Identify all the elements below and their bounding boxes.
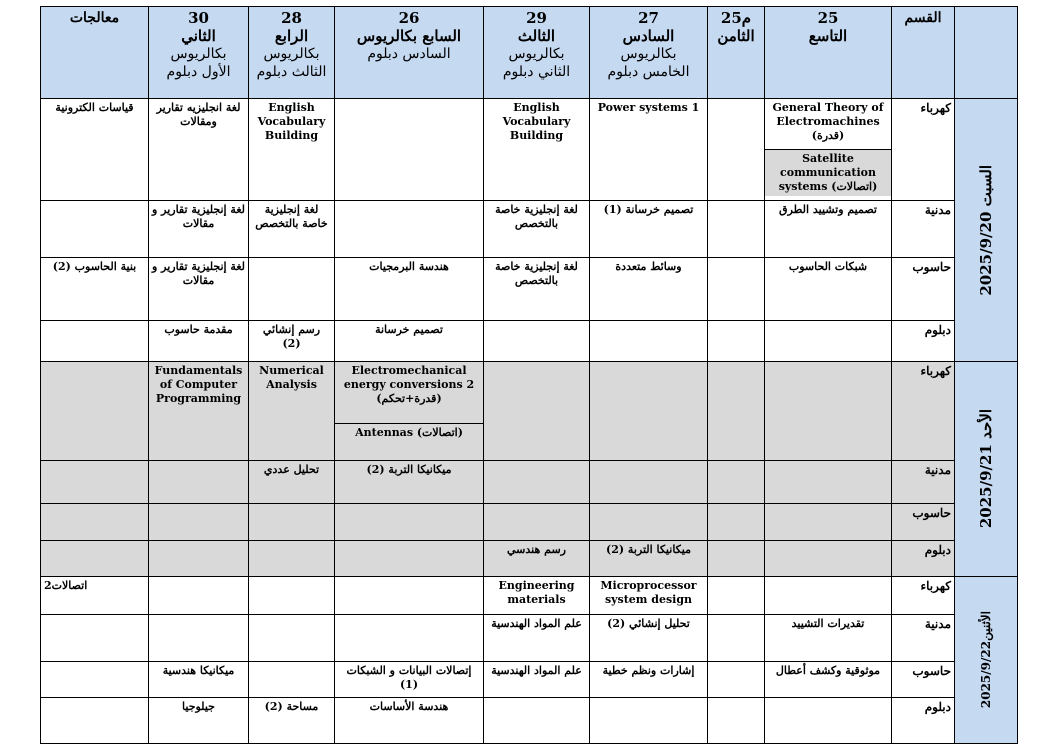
cell xyxy=(41,461,149,504)
cell: إتصالات البيانات و الشبكات (1) xyxy=(335,662,484,698)
mon-comp-row xyxy=(41,662,1018,698)
cell xyxy=(41,504,149,541)
dept-label: دبلوم xyxy=(892,321,955,362)
cell xyxy=(590,698,708,744)
cell: رسم هندسي xyxy=(484,541,590,577)
sat-elec-row xyxy=(41,99,1018,201)
cell xyxy=(708,461,765,504)
cell xyxy=(41,615,149,662)
cell xyxy=(41,321,149,362)
cell: وسائط متعددة xyxy=(590,258,708,321)
sat-dip-row xyxy=(41,321,1018,362)
cell xyxy=(765,321,892,362)
header-corner xyxy=(955,7,1018,99)
cell xyxy=(765,698,892,744)
cell xyxy=(41,662,149,698)
cell: لغة إنجليزية خاصة بالتخصص xyxy=(484,201,590,258)
header-level-25: 25 التاسع xyxy=(765,7,892,99)
header-processing: معالجات xyxy=(41,7,149,99)
mon-elec-row xyxy=(41,577,1018,615)
cell xyxy=(708,504,765,541)
header-level-30: 30 الثاني بكالريوس الأول دبلوم xyxy=(149,7,249,99)
cell xyxy=(335,504,484,541)
header-department: القسم xyxy=(892,7,955,99)
cell: علم المواد الهندسية xyxy=(484,615,590,662)
cell xyxy=(249,615,335,662)
dept-label: مدنية xyxy=(892,201,955,258)
cell xyxy=(249,504,335,541)
cell xyxy=(765,577,892,615)
exam-schedule-table xyxy=(40,6,1018,744)
cell: تصميم خرسانة xyxy=(335,321,484,362)
cell xyxy=(765,362,892,461)
cell: بنية الحاسوب (2) xyxy=(41,258,149,321)
cell: تحليل عددي xyxy=(249,461,335,504)
cell: موثوقية وكشف أعطال xyxy=(765,662,892,698)
cell xyxy=(708,615,765,662)
dept-label: مدنية xyxy=(892,461,955,504)
cell xyxy=(484,321,590,362)
cell xyxy=(708,362,765,461)
header-level-25m: 25م الثامن xyxy=(708,7,765,99)
cell: علم المواد الهندسية xyxy=(484,662,590,698)
sun-comp-row xyxy=(41,504,1018,541)
cell: جيلوجيا xyxy=(149,698,249,744)
cell xyxy=(708,541,765,577)
header-level-26: 26 السابع بكالريوس السادس دبلوم xyxy=(335,7,484,99)
cell: Numerical Analysis xyxy=(249,362,335,461)
mon-dip-row xyxy=(41,698,1018,744)
sat-civil-row xyxy=(41,201,1018,258)
cell-top: General Theory of Electromachines (قدرة) xyxy=(765,99,891,150)
dept-label: حاسوب xyxy=(892,662,955,698)
sat-comp-row xyxy=(41,258,1018,321)
cell: هندسة الأساسات xyxy=(335,698,484,744)
cell xyxy=(708,258,765,321)
cell: لغة انجليزيه تقارير ومقالات xyxy=(149,99,249,201)
cell-split xyxy=(765,99,892,201)
cell: ميكانيكا التربة (2) xyxy=(335,461,484,504)
cell xyxy=(708,99,765,201)
cell xyxy=(765,541,892,577)
cell xyxy=(765,461,892,504)
dept-label: مدنية xyxy=(892,615,955,662)
cell: لغة إنجليزية تقارير و مقالات xyxy=(149,201,249,258)
sun-civil-row xyxy=(41,461,1018,504)
cell xyxy=(484,461,590,504)
header-level-28: 28 الرابع بكالريوس الثالث دبلوم xyxy=(249,7,335,99)
cell: إشارات ونظم خطية xyxy=(590,662,708,698)
cell xyxy=(708,577,765,615)
cell xyxy=(249,541,335,577)
cell xyxy=(41,541,149,577)
cell xyxy=(484,698,590,744)
cell xyxy=(249,258,335,321)
cell: لغة إنجليزية خاصة بالتخصص xyxy=(249,201,335,258)
dept-label: كهرباء xyxy=(892,362,955,461)
cell-top: Electromechanical energy conversions 2 (قدرة+تحكم) xyxy=(335,362,483,424)
cell xyxy=(335,577,484,615)
cell: تقديرات التشييد xyxy=(765,615,892,662)
cell xyxy=(484,362,590,461)
cell xyxy=(590,461,708,504)
cell: هندسة البرمجيات xyxy=(335,258,484,321)
cell: لغة إنجليزية خاصة بالتخصص xyxy=(484,258,590,321)
cell xyxy=(590,504,708,541)
cell: تصميم وتشييد الطرق xyxy=(765,201,892,258)
cell xyxy=(149,504,249,541)
dept-label: حاسوب xyxy=(892,258,955,321)
day-sunday: 2025/9/21 الأحد xyxy=(955,362,1018,577)
sun-dip-row xyxy=(41,541,1018,577)
cell xyxy=(708,201,765,258)
cell xyxy=(335,201,484,258)
cell: شبكات الحاسوب xyxy=(765,258,892,321)
cell: مساحة (2) xyxy=(249,698,335,744)
sun-elec-row xyxy=(41,362,1018,461)
cell xyxy=(335,615,484,662)
cell: ميكانيكا هندسية xyxy=(149,662,249,698)
cell: Engineering materials xyxy=(484,577,590,615)
cell xyxy=(335,541,484,577)
cell xyxy=(765,504,892,541)
cell xyxy=(249,662,335,698)
day-saturday: 2025/9/20 السبت xyxy=(955,99,1018,362)
dept-label: دبلوم xyxy=(892,541,955,577)
dept-label: كهرباء xyxy=(892,577,955,615)
header-row xyxy=(41,7,1018,99)
cell xyxy=(335,99,484,201)
cell xyxy=(708,321,765,362)
cell: اتصالات2 xyxy=(41,577,149,615)
mon-civil-row xyxy=(41,615,1018,662)
dept-label: حاسوب xyxy=(892,504,955,541)
cell: تصميم خرسانة (1) xyxy=(590,201,708,258)
cell xyxy=(149,577,249,615)
day-monday: 2025/9/22الأثنين xyxy=(955,577,1018,744)
cell xyxy=(708,662,765,698)
cell xyxy=(149,461,249,504)
cell xyxy=(41,698,149,744)
cell: Fundamentals of Computer Programming xyxy=(149,362,249,461)
cell-bottom: Antennas (اتصالات) xyxy=(355,426,463,439)
cell: English Vocabulary Building xyxy=(484,99,590,201)
cell xyxy=(484,504,590,541)
cell: قياسات الكترونية xyxy=(41,99,149,201)
cell: ميكانيكا التربة (2) xyxy=(590,541,708,577)
cell-split xyxy=(335,362,484,461)
cell xyxy=(708,698,765,744)
cell xyxy=(249,577,335,615)
header-level-29: 29 الثالث بكالريوس الثاني دبلوم xyxy=(484,7,590,99)
cell-bottom: Satellite communication systems (اتصالات) xyxy=(765,150,891,196)
cell: Microprocessor system design xyxy=(590,577,708,615)
cell: مقدمة حاسوب xyxy=(149,321,249,362)
cell: English Vocabulary Building xyxy=(249,99,335,201)
cell: لغة إنجليزية تقارير و مقالات xyxy=(149,258,249,321)
cell: Power systems 1 xyxy=(590,99,708,201)
cell xyxy=(41,362,149,461)
cell xyxy=(149,541,249,577)
cell xyxy=(590,362,708,461)
cell xyxy=(149,615,249,662)
cell xyxy=(590,321,708,362)
header-level-27: 27 السادس بكالريوس الخامس دبلوم xyxy=(590,7,708,99)
cell: تحليل إنشائي (2) xyxy=(590,615,708,662)
dept-label: دبلوم xyxy=(892,698,955,744)
cell: رسم إنشائي (2) xyxy=(249,321,335,362)
dept-label: كهرباء xyxy=(892,99,955,201)
cell xyxy=(41,201,149,258)
